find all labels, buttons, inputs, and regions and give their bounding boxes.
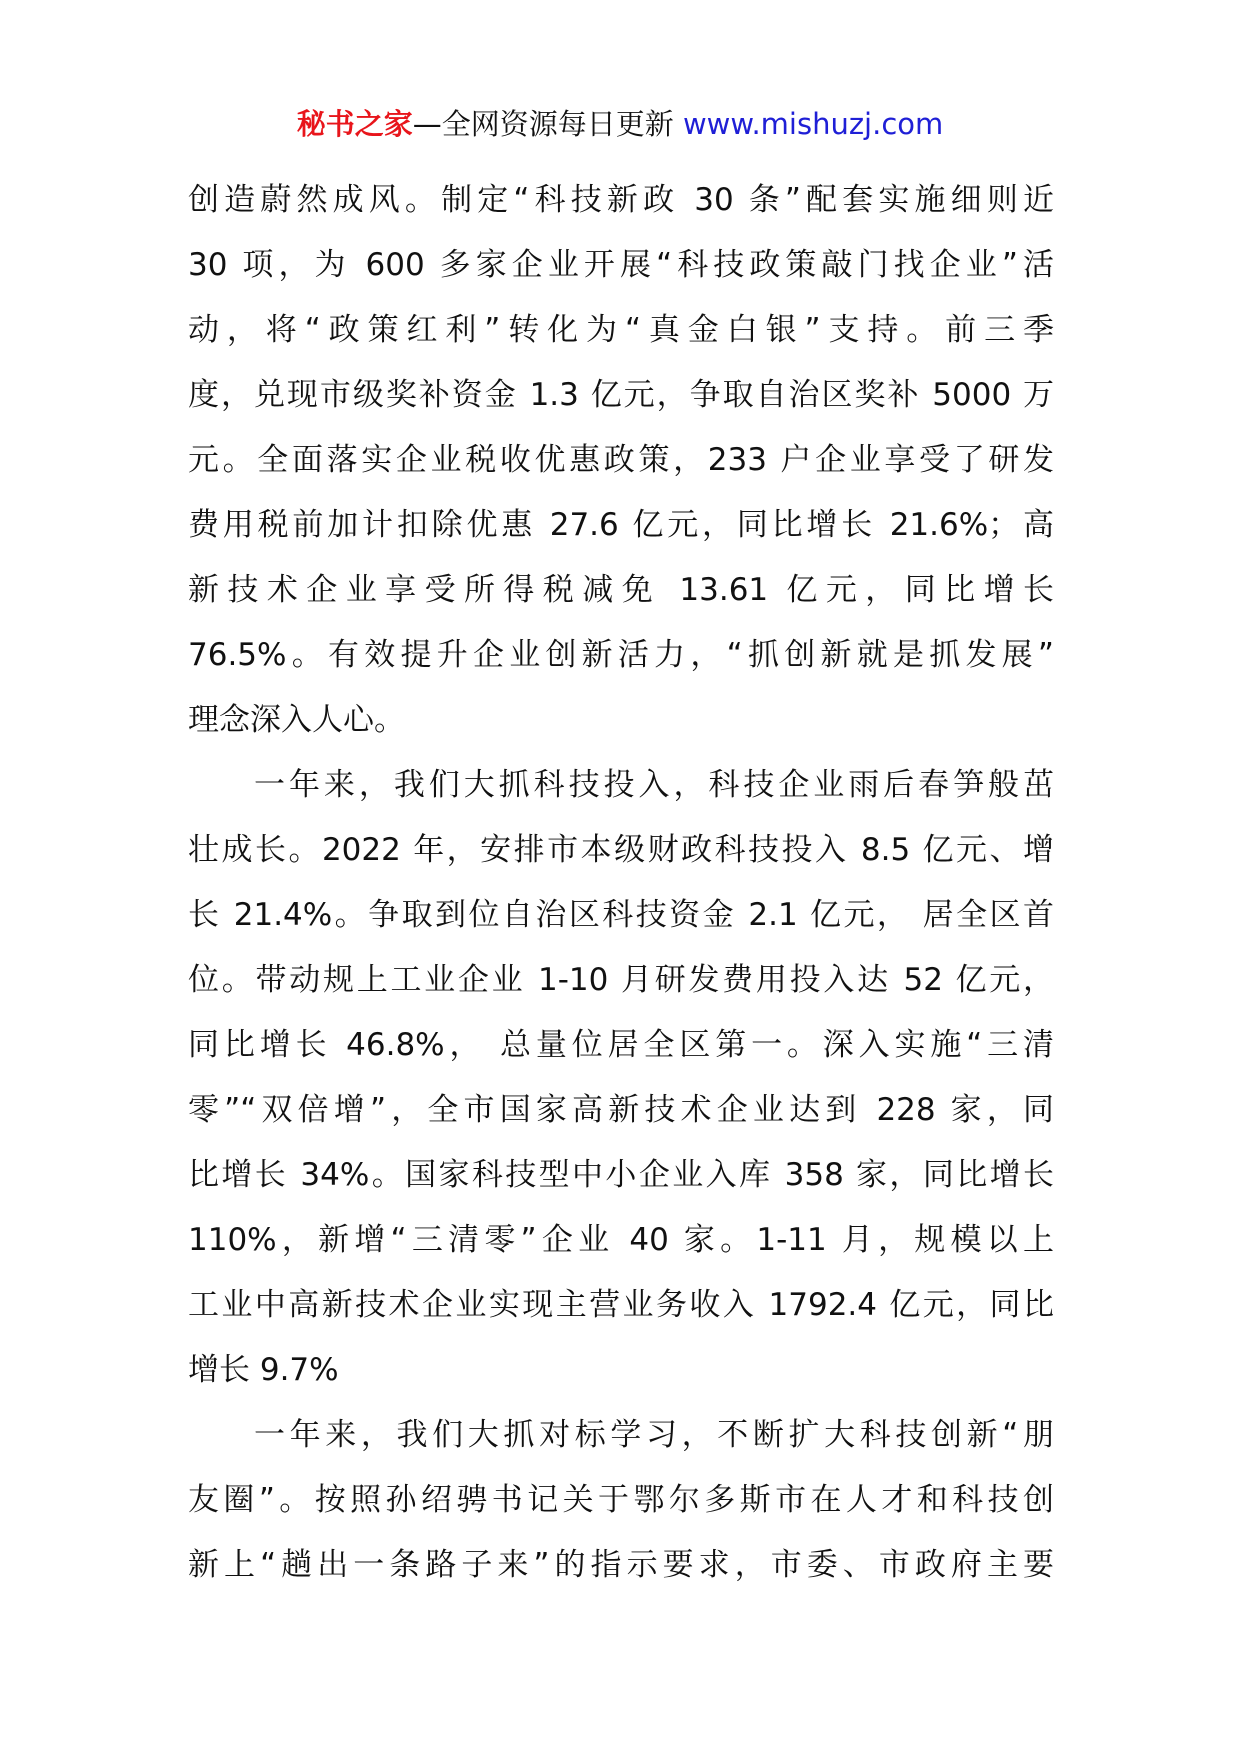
text-line: 新技术企业享受所得税减免 13.61 亿元，同比增长 xyxy=(188,572,1054,608)
text-line: 理念深入人心。 xyxy=(188,702,405,738)
text-line: 110%，新增“三清零”企业 40 家。1-11 月，规模以上 xyxy=(188,1222,1054,1258)
text-line: 76.5%。有效提升企业创新活力，“抓创新就是抓发展” xyxy=(188,637,1054,673)
paragraph-first-line: 一年来，我们大抓科技投入，科技企业雨后春笋般茁 xyxy=(254,767,1054,803)
text-line: 30 项，为 600 多家企业开展“科技政策敲门找企业”活 xyxy=(188,247,1054,283)
text-line: 同比增长 46.8%， 总量位居全区第一。深入实施“三清 xyxy=(188,1027,1054,1063)
site-url-link[interactable]: www.mishuzj.com xyxy=(682,107,944,141)
text-line: 位。带动规上工业企业 1-10 月研发费用投入达 52 亿元， xyxy=(188,962,1054,998)
text-line: 长 21.4%。争取到位自治区科技资金 2.1 亿元， 居全区首 xyxy=(188,897,1054,933)
text-line: 比增长 34%。国家科技型中小企业入库 358 家，同比增长 xyxy=(188,1157,1054,1193)
text-line: 新上“趟出一条路子来”的指示要求，市委、市政府主要 xyxy=(188,1547,1054,1583)
text-line: 元。全面落实企业税收优惠政策，233 户企业享受了研发 xyxy=(188,442,1054,478)
text-line: 工业中高新技术企业实现主营业务收入 1792.4 亿元，同比 xyxy=(188,1287,1054,1323)
site-header xyxy=(0,104,1240,144)
header-tagline: —全网资源每日更新 xyxy=(412,107,683,141)
text-line: 零”“双倍增”，全市国家高新技术企业达到 228 家，同 xyxy=(188,1092,1054,1128)
text-line: 动，将“政策红利”转化为“真金白银”支持。前三季 xyxy=(188,312,1054,348)
brand-name: 秘书之家 xyxy=(296,107,413,141)
text-line: 创造蔚然成风。制定“科技新政 30 条”配套实施细则近 xyxy=(188,182,1054,218)
text-line: 增长 9.7% xyxy=(188,1352,339,1388)
text-line: 壮成长。2022 年，安排市本级财政科技投入 8.5 亿元、增 xyxy=(188,832,1054,868)
text-line: 费用税前加计扣除优惠 27.6 亿元，同比增长 21.6%；高 xyxy=(188,507,1054,543)
text-line: 友圈”。按照孙绍骋书记关于鄂尔多斯市在人才和科技创 xyxy=(188,1482,1054,1518)
paragraph-first-line: 一年来，我们大抓对标学习，不断扩大科技创新“朋 xyxy=(254,1417,1054,1453)
text-line: 度，兑现市级奖补资金 1.3 亿元，争取自治区奖补 5000 万 xyxy=(188,377,1054,413)
document-body xyxy=(188,168,1054,1598)
